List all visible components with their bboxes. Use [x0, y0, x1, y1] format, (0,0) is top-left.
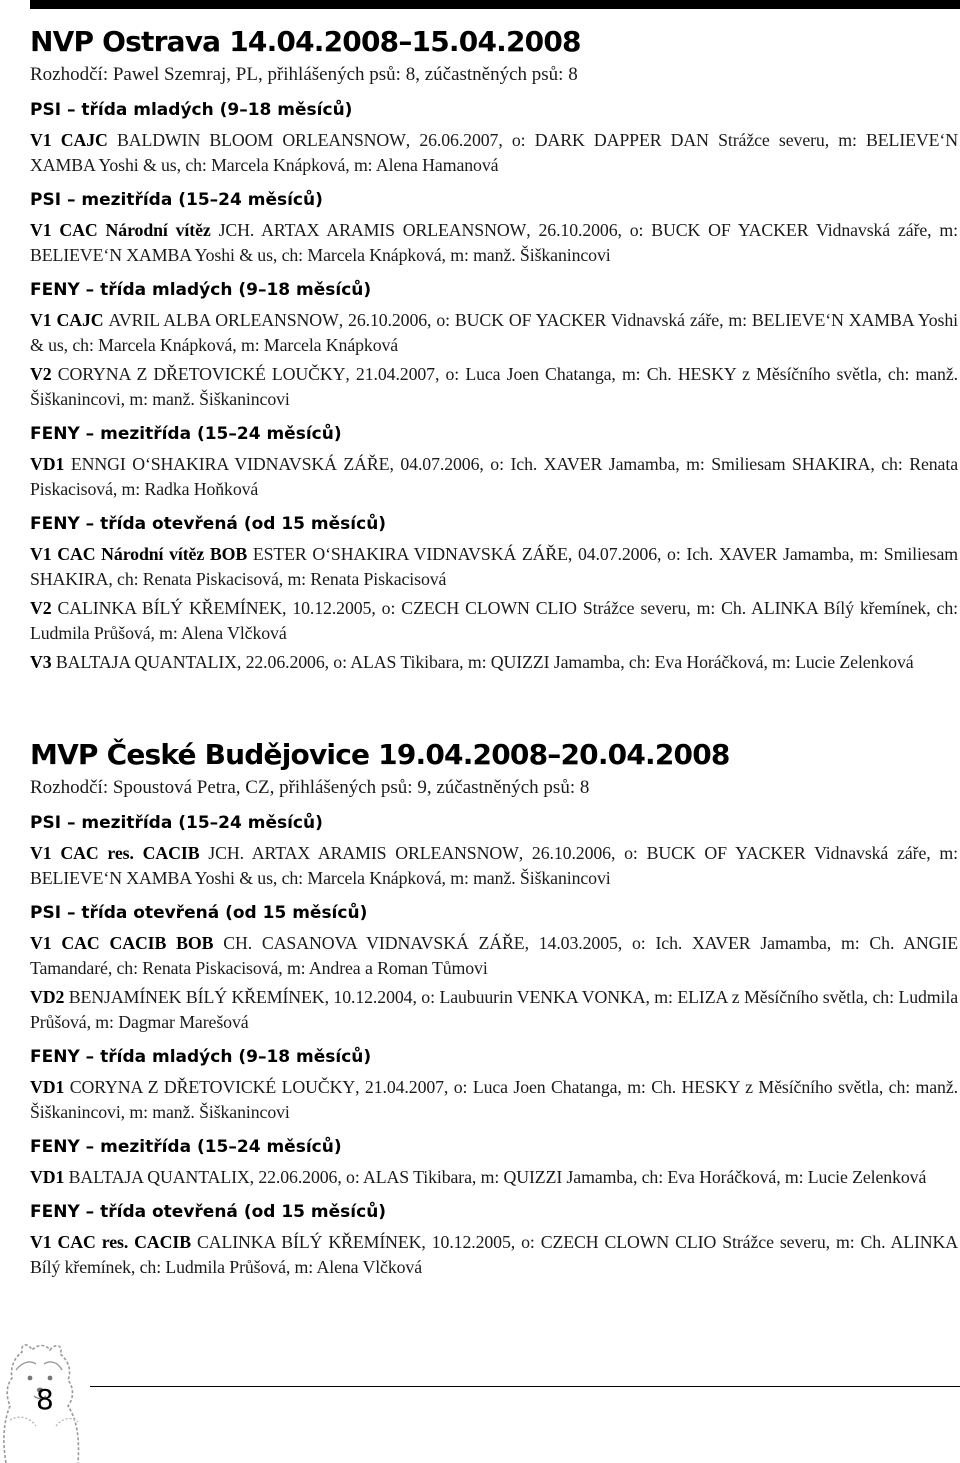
award-label: VD1: [30, 1077, 65, 1097]
award-label: V1 CAC res. CACIB: [30, 843, 200, 863]
dog-name: CORYNA Z DŘETOVICKÉ LOUČKY: [69, 1077, 356, 1097]
show-section-ceske-budejovice: [30, 735, 958, 1284]
dog-name: BALTAJA QUANTALIX: [55, 652, 237, 672]
entry-details: , 10.12.2005, o: CZECH CLOWN CLIO Strážce severu, m: Ch. ALINKA Bílý křemínek, ch: Ludmila Průšová, m: Alena Vlčková: [30, 1232, 958, 1277]
top-rule: [30, 0, 960, 9]
award-label: VD2: [30, 987, 65, 1007]
result-entry: [30, 650, 958, 675]
result-entry: [30, 452, 958, 502]
result-entry: [30, 841, 958, 891]
award-label: V2: [30, 598, 52, 618]
award-label: V2: [30, 364, 52, 384]
entry-details: , 04.07.2006, o: Ich. XAVER Jamamba, m: Smiliesam SHAKIRA, ch: Renata Piskacisová, m: Radka Hoňková: [30, 454, 958, 499]
entry-details: , 26.10.2006, o: BUCK OF YACKER Vidnavská záře, m: BELIEVE‘N XAMBA Yoshi & us, ch: Marcela Knápková, m: manž. Šiškanincovi: [30, 220, 958, 265]
award-label: V1 CAC res. CACIB: [30, 1232, 191, 1252]
class-heading: PSI – mezitřída (15–24 měsíců): [30, 813, 323, 833]
show-title: NVP Ostrava 14.04.2008–15.04.2008: [30, 25, 581, 58]
entry-details: , 22.06.2006, o: ALAS Tikibara, m: QUIZZI Jamamba, ch: Eva Horáčková, m: Lucie Zelenková: [236, 652, 914, 672]
result-entry: [30, 931, 958, 981]
judge-info: Rozhodčí: Spoustová Petra, CZ, přihlášených psů: 9, zúčastněných psů: 8: [30, 777, 590, 798]
dog-name: JCH. ARTAX ARAMIS ORLEANSNOW: [218, 220, 527, 240]
show-section-ostrava: [30, 22, 958, 679]
dog-name: BENJAMÍNEK BÍLÝ KŘEMÍNEK: [68, 987, 325, 1007]
award-label: V1 CAJC: [30, 310, 104, 330]
dog-name: BALDWIN BLOOM ORLEANSNOW: [116, 130, 406, 150]
award-label: VD1: [30, 1167, 65, 1187]
entry-details: , 14.03.2005, o: Ich. XAVER Jamamba, m: Ch. ANGIE Tamandaré, ch: Renata Piskacisová, m: Andrea a Roman Tůmovi: [30, 933, 958, 978]
result-entry: [30, 128, 958, 178]
entry-details: , 10.12.2005, o: CZECH CLOWN CLIO Strážce severu, m: Ch. ALINKA Bílý křemínek, ch: Ludmila Průšová, m: Alena Vlčková: [30, 598, 958, 643]
award-label: V3: [30, 652, 52, 672]
entry-details: , 22.06.2006, o: ALAS Tikibara, m: QUIZZI Jamamba, ch: Eva Horáčková, m: Lucie Zelenková: [249, 1167, 927, 1187]
dog-name: BALTAJA QUANTALIX: [68, 1167, 250, 1187]
page-number: 8: [36, 1383, 54, 1416]
entry-details: , 21.04.2007, o: Luca Joen Chatanga, m: Ch. HESKY z Měsíčního světla, ch: manž. Šiškanincovi, m: manž. Šiškanincovi: [30, 364, 958, 409]
judge-info: Rozhodčí: Pawel Szemraj, PL, přihlášených psů: 8, zúčastněných psů: 8: [30, 64, 578, 85]
class-heading: PSI – mezitřída (15–24 měsíců): [30, 190, 323, 210]
class-heading: FENY – mezitřída (15–24 měsíců): [30, 424, 342, 444]
result-entry: [30, 1165, 958, 1190]
award-label: V1 CAC CACIB BOB: [30, 933, 214, 953]
class-heading: FENY – třída mladých (9–18 měsíců): [30, 280, 372, 300]
result-entry: [30, 1230, 958, 1280]
entry-details: , 21.04.2007, o: Luca Joen Chatanga, m: Ch. HESKY z Měsíčního světla, ch: manž. Šiškanincovi, m: manž. Šiškanincovi: [30, 1077, 958, 1122]
class-heading: PSI – třída otevřená (od 15 měsíců): [30, 903, 368, 923]
result-entry: [30, 218, 958, 268]
dog-name: CALINKA BÍLÝ KŘEMÍNEK: [57, 598, 282, 618]
dog-name: ENNGI O‘SHAKIRA VIDNAVSKÁ ZÁŘE: [70, 454, 390, 474]
entry-details: , 26.06.2007, o: DARK DAPPER DAN Strážce severu, m: BELIEVE‘N XAMBA Yoshi & us, ch: Marcela Knápková, m: Alena Hamanová: [30, 130, 958, 175]
dog-name: CORYNA Z DŘETOVICKÉ LOUČKY: [57, 364, 346, 384]
dog-name: CALINKA BÍLÝ KŘEMÍNEK: [196, 1232, 422, 1252]
result-entry: [30, 985, 958, 1035]
award-label: V1 CAC Národní vítěz: [30, 220, 211, 240]
result-entry: [30, 362, 958, 412]
entry-details: , 26.10.2006, o: BUCK OF YACKER Vidnavská záře, m: BELIEVE‘N XAMBA Yoshi & us, ch: Marcela Knápková, m: Marcela Knápková: [30, 310, 958, 355]
dog-name: ESTER O‘SHAKIRA VIDNAVSKÁ ZÁŘE: [252, 544, 568, 564]
class-heading: FENY – mezitřída (15–24 měsíců): [30, 1137, 342, 1157]
result-entry: [30, 596, 958, 646]
class-heading: FENY – třída mladých (9–18 měsíců): [30, 1047, 372, 1067]
result-entry: [30, 1075, 958, 1125]
dog-name: JCH. ARTAX ARAMIS ORLEANSNOW: [208, 843, 519, 863]
dog-name: CH. CASANOVA VIDNAVSKÁ ZÁŘE: [223, 933, 525, 953]
dog-name: AVRIL ALBA ORLEANSNOW: [108, 310, 339, 330]
footer-rule: [90, 1386, 960, 1387]
award-label: V1 CAC Národní vítěz BOB: [30, 544, 248, 564]
class-heading: FENY – třída otevřená (od 15 měsíců): [30, 1202, 387, 1222]
entry-details: , 26.10.2006, o: BUCK OF YACKER Vidnavská záře, m: BELIEVE‘N XAMBA Yoshi & us, ch: Marcela Knápková, m: manž. Šiškanincovi: [30, 843, 958, 888]
result-entry: [30, 542, 958, 592]
class-heading: FENY – třída otevřená (od 15 měsíců): [30, 514, 387, 534]
award-label: VD1: [30, 454, 65, 474]
class-heading: PSI – třída mladých (9–18 měsíců): [30, 100, 353, 120]
result-entry: [30, 308, 958, 358]
entry-details: , 04.07.2006, o: Ich. XAVER Jamamba, m: Smiliesam SHAKIRA, ch: Renata Piskacisová, m: Renata Piskacisová: [30, 544, 958, 589]
award-label: V1 CAJC: [30, 130, 108, 150]
entry-details: , 10.12.2004, o: Laubuurin VENKA VONKA, m: ELIZA z Měsíčního světla, ch: Ludmila Průšová, m: Dagmar Marešová: [30, 987, 958, 1032]
show-title: MVP České Budějovice 19.04.2008–20.04.2008: [30, 738, 730, 771]
